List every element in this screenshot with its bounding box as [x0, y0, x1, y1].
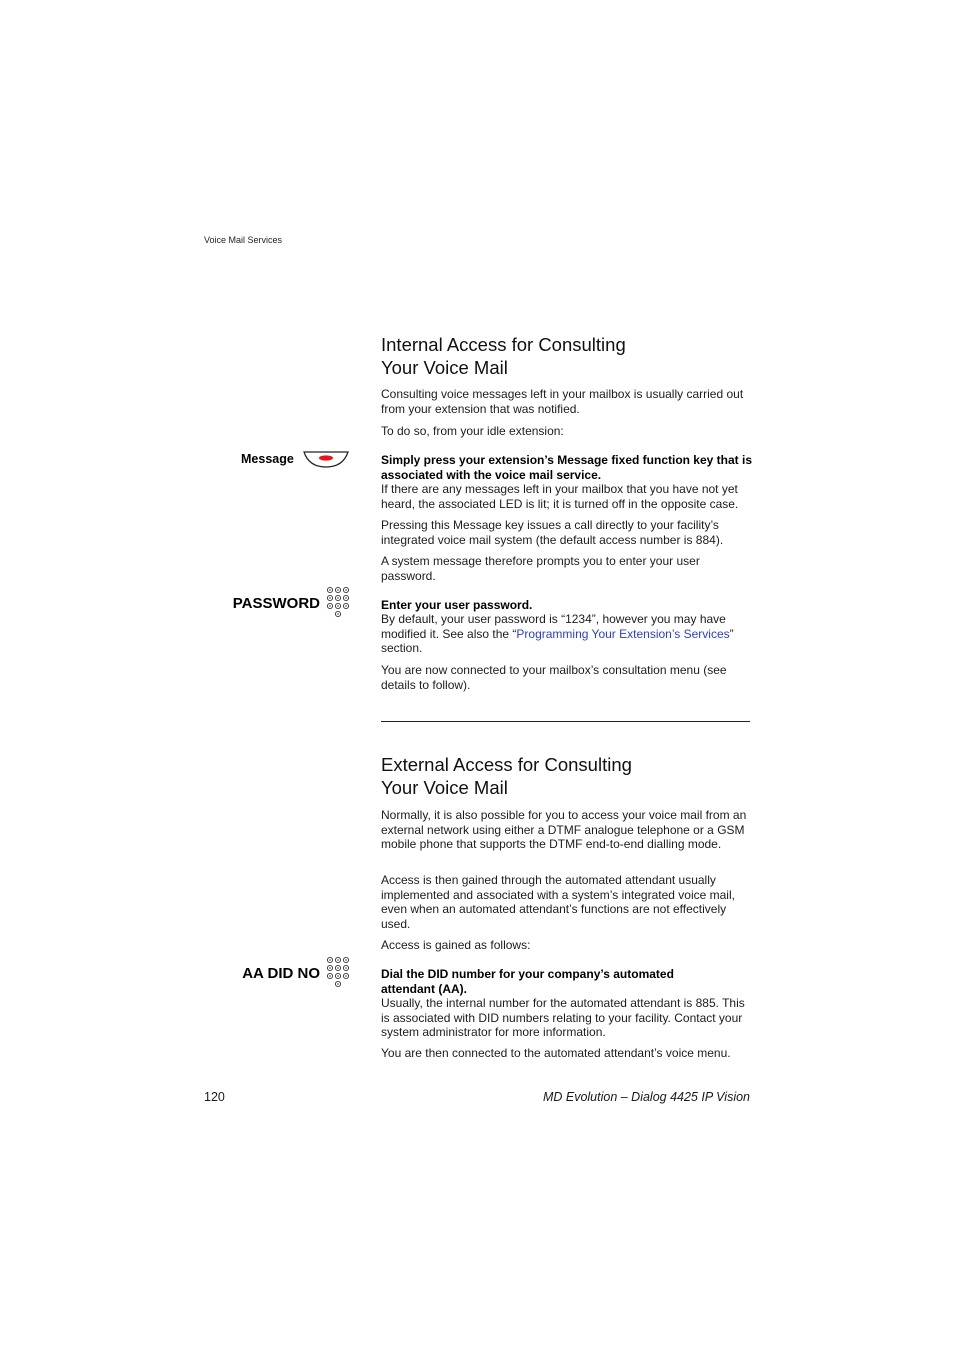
title-line-2: Your Voice Mail [381, 357, 508, 378]
keypad-icon [325, 956, 351, 990]
did-paragraph-2: You are then connected to the automated attendant’s voice menu. [381, 1046, 731, 1060]
section-internal-title [381, 333, 753, 379]
running-head: Voice Mail Services [204, 235, 283, 245]
title-line-1: Internal Access for Consulting [381, 334, 626, 355]
step1-paragraph-3: A system message therefore prompts you to enter your user password. [381, 554, 700, 583]
section-divider [381, 721, 750, 722]
section-external-title [381, 753, 753, 799]
step2-text-pre: By default, your user password is “1234”, however you may have modified it. See also the “ [381, 612, 726, 641]
did-text: Usually, the internal number for the automated attendant is 885. This is associated with DID numbers relating to your facility. Contact your system administrator for more information. [381, 996, 745, 1040]
step1-instruction: Simply press your extension’s Message fixed function key that is associated with the voice mail service. [381, 453, 753, 482]
keypad-icon [325, 586, 351, 620]
step2-instruction: Enter your user password. [381, 598, 533, 612]
title-line-1: External Access for Consulting [381, 754, 632, 775]
todo-paragraph: To do so, from your idle extension: [381, 424, 564, 438]
step1-text: If there are any messages left in your mailbox that you have not yet heard, the associated LED is lit; it is turned off in the opposite case. [381, 482, 739, 511]
external-paragraph-3: Access is gained as follows: [381, 938, 531, 952]
message-key-label: Message [241, 452, 294, 466]
document-title: MD Evolution – Dialog 4425 IP Vision [542, 1090, 750, 1104]
step2-text-post: ” section. [381, 626, 734, 656]
password-label: PASSWORD [232, 595, 320, 612]
step1-paragraph-2: Pressing this Message key issues a call directly to your facility’s integrated voice mail system (the default access number is 884). [381, 518, 724, 547]
message-key-icon [303, 450, 349, 468]
programming-services-link[interactable]: Programming Your Extension’s Services [516, 626, 730, 641]
step2-text [381, 612, 753, 656]
step2-paragraph-2: You are now connected to your mailbox’s consultation menu (see details to follow). [381, 663, 727, 692]
intro-paragraph: Consulting voice messages left in your mailbox is usually carried out from your extension that was notified. [381, 387, 744, 416]
external-paragraph-2: Access is then gained through the automated attendant usually implemented and associated with a system’s integrated voice mail, even when an automated attendant’s functions are not effectively used. [381, 873, 735, 931]
page-number: 120 [204, 1090, 225, 1104]
did-instruction: Dial the DID number for your company’s automated attendant (AA). [381, 967, 674, 996]
aa-did-label: AA DID NO [242, 965, 320, 982]
title-line-2: Your Voice Mail [381, 777, 508, 798]
external-paragraph-1: Normally, it is also possible for you to access your voice mail from an external network using either a DTMF analogue telephone or a GSM mobile phone that supports the DTMF end-to-end dialling mode. [381, 808, 747, 852]
